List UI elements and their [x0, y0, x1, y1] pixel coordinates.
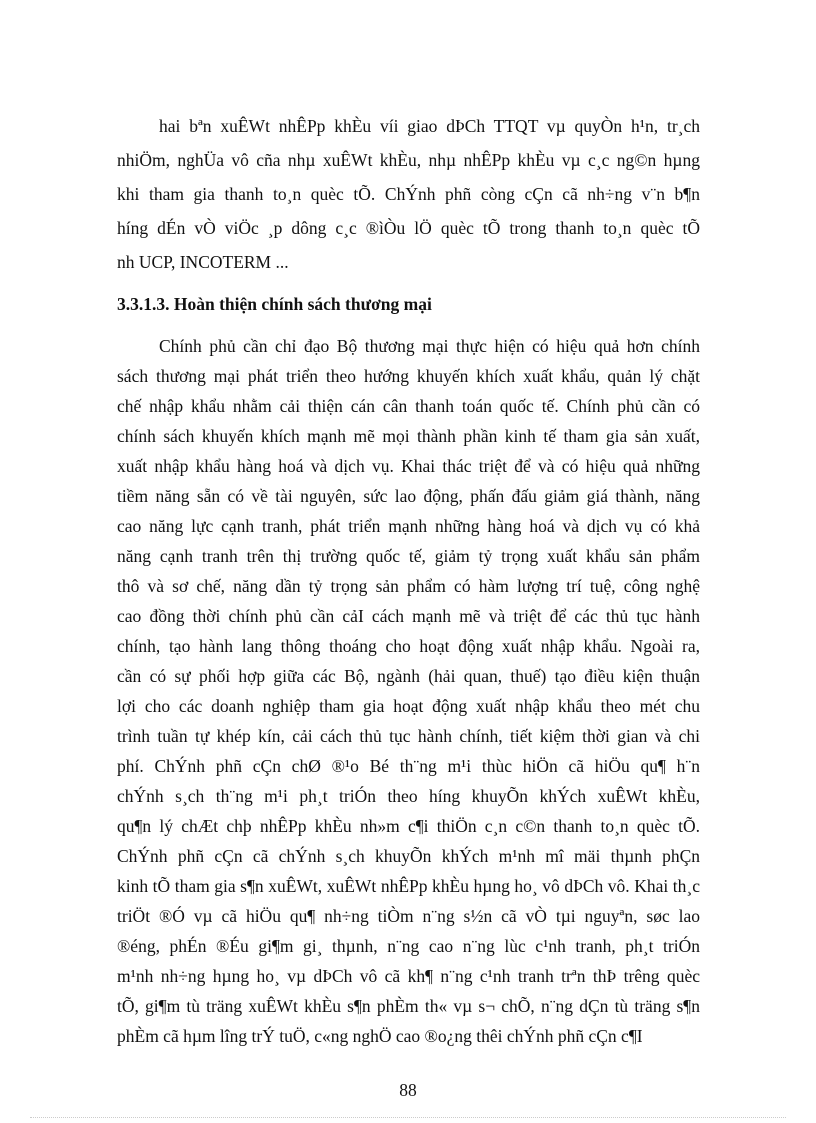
paragraph-line: trình tuần tự khép kín, cải cách thủ tục hành chính, tiết kiệm thời gian và chi	[117, 726, 700, 746]
paragraph-line: Chính phủ cần chỉ đạo Bộ thương mại thực hiện có hiệu quả hơn chính	[159, 336, 700, 356]
paragraph-line: lợi cho các doanh nghiệp tham gia hoạt động xuất nhập khẩu theo mét chu	[117, 696, 700, 716]
paragraph-line: phÈm cã hµm lîng trÝ tuÖ, c«ng nghÖ cao ®o¿ng thêi chÝnh phñ cÇn c¶I	[117, 1026, 643, 1046]
paragraph-line: cao năng lực cạnh tranh, phát triển mạnh những hàng hoá và dịch vụ có khả	[117, 516, 700, 536]
paragraph-line: m¹nh nh÷ng hµng ho¸ vµ dÞCh vô cã kh¶ n¨ng c¹nh tranh trªn thÞ trêng quèc	[117, 966, 700, 986]
paragraph-line: chế nhập khẩu nhằm cải thiện cán cân thanh toán quốc tế. Chính phủ cần có	[117, 396, 700, 416]
paragraph-line: chÝnh s¸ch th¨ng m¹i ph¸t triÓn theo híng khuyÕn khÝch xuÊWt khÈu,	[117, 786, 700, 806]
paragraph-line: qu¶n lý chÆt chþ nhÊPp khÈu nh»m c¶i thiÖn c¸n c©n thanh to¸n quèc tÕ.	[117, 816, 700, 836]
paragraph-line: híng dÉn vÒ viÖc ¸p dông c¸c ®ìÒu lÖ quèc tÕ trong thanh to¸n quèc tÕ	[117, 218, 700, 238]
paragraph-line: triÖt ®Ó vµ cã hiÖu qu¶ nh÷ng tiÒm n¨ng s½n cã vÒ tµi nguyªn, søc lao	[117, 906, 700, 926]
paragraph-line: thô và sơ chế, năng dần tỷ trọng sản phẩm có hàm lượng trí tuệ, công nghệ	[117, 576, 700, 596]
paragraph-line: cần có sự phối hợp giữa các Bộ, ngành (hải quan, thuế) tạo điều kiện thuận	[117, 666, 700, 686]
paragraph-line: khi tham gia thanh to¸n quèc tÕ. ChÝnh phñ còng cÇn cã nh÷ng v¨n b¶n	[117, 184, 700, 204]
paragraph-line: kinh tÕ tham gia s¶n xuÊWt, xuÊWt nhÊPp khÈu hµng ho¸ vô dÞCh vô. Khai th¸c	[117, 876, 700, 896]
paragraph-line: nhiÖm, nghÜa vô cña nhµ xuÊWt khÈu, nhµ nhÊPp khÈu vµ c¸c ng©n hµng	[117, 150, 700, 170]
page-bottom-rule	[30, 1117, 786, 1118]
paragraph-line: tÕ, gi¶m tù träng xuÊWt khÈu s¶n phÈm th« vµ s¬ chÕ, n¨ng dÇn tù träng s¶n	[117, 996, 700, 1016]
paragraph-line: phí. ChÝnh phñ cÇn chØ ®¹o Bé th¨ng m¹i thùc hiÖn cã hiÖu qu¶ h¨n	[117, 756, 700, 776]
paragraph-line: chính, tạo hành lang thông thoáng cho hoạt động xuất nhập khẩu. Ngoài ra,	[117, 636, 700, 656]
section-heading: 3.3.1.3. Hoàn thiện chính sách thương mại	[117, 294, 432, 314]
paragraph-line: hai bªn xuÊWt nhÊPp khÈu víi giao dÞCh TTQT vµ quyÒn h¹n, tr¸ch	[159, 116, 700, 136]
paragraph-line: cao đồng thời chính phủ cần cảI cách mạnh mẽ và triệt để các thủ tục hành	[117, 606, 700, 626]
paragraph-line: nh UCP, INCOTERM ...	[117, 252, 289, 272]
paragraph-line: sách thương mại phát triển theo hướng khuyến khích xuất khẩu, quản lý chặt	[117, 366, 700, 386]
paragraph-line: năng cạnh tranh trên thị trường quốc tế, giảm tỷ trọng xuất khẩu sản phẩm	[117, 546, 700, 566]
paragraph-line: xuất nhập khẩu hàng hoá và dịch vụ. Khai thác triệt để và có hiệu quả những	[117, 456, 700, 476]
paragraph-line: ChÝnh phñ cÇn cã chÝnh s¸ch khuyÕn khÝch m¹nh mî mäi thµnh phÇn	[117, 846, 700, 866]
paragraph-line: chính sách khuyến khích mạnh mẽ mọi thành phần kinh tế tham gia sản xuất,	[117, 426, 700, 446]
paragraph-line: ®éng, phÉn ®Éu gi¶m gi¸ thµnh, n¨ng cao n¨ng lùc c¹nh tranh, ph¸t triÓn	[117, 936, 700, 956]
paragraph-line: tiềm năng sẵn có về tài nguyên, sức lao động, phấn đấu giảm giá thành, năng	[117, 486, 700, 506]
page-number: 88	[399, 1080, 417, 1100]
